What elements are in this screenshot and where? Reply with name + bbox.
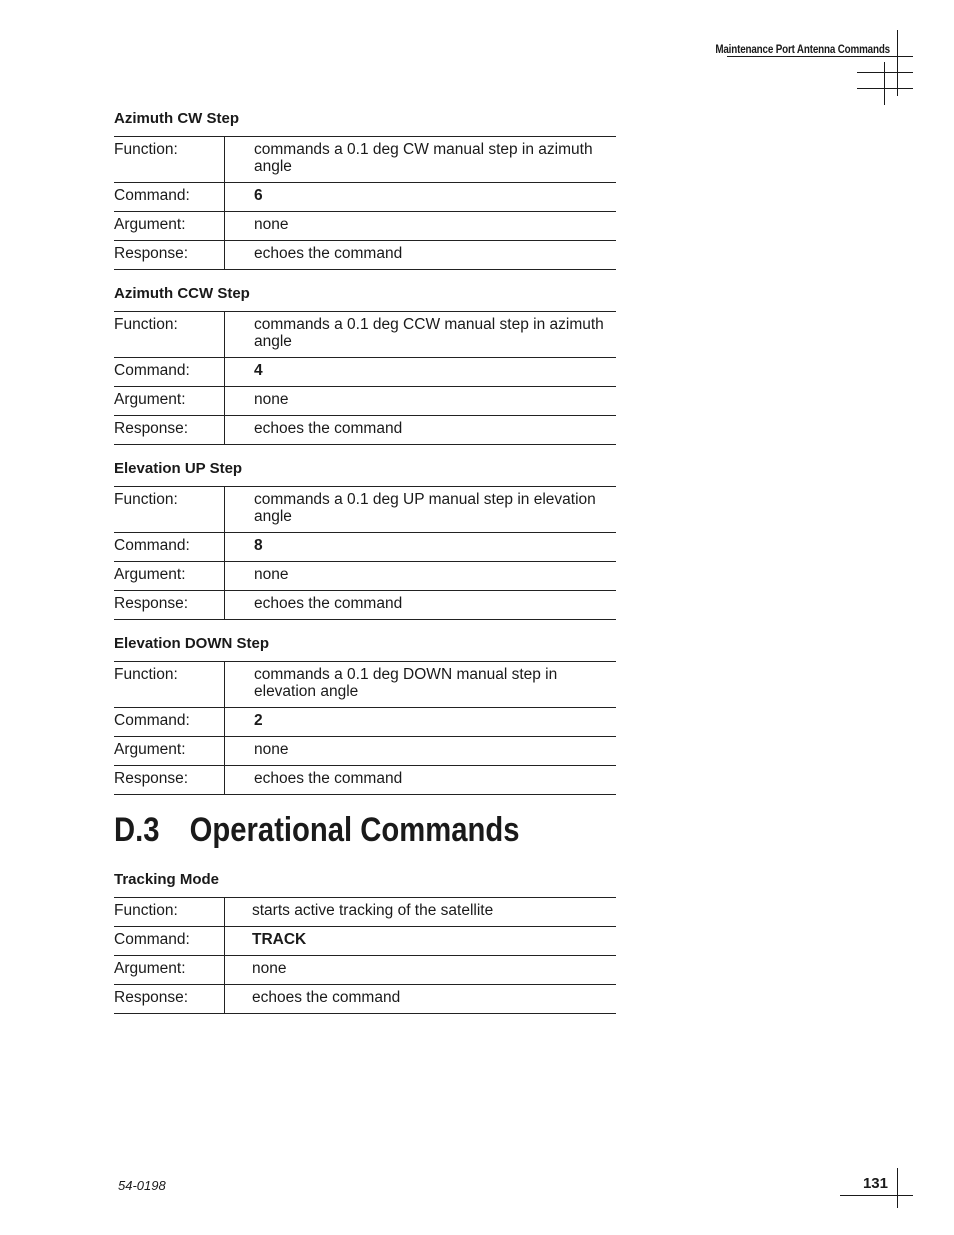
row-label: Argument: (114, 387, 225, 416)
row-value: echoes the command (225, 416, 617, 445)
row-label: Function: (114, 487, 225, 533)
document-number: 54-0198 (118, 1178, 166, 1193)
command-section-azimuth-ccw (114, 285, 616, 445)
table-row (114, 533, 616, 562)
command-table (114, 136, 616, 270)
command-section-elevation-down (114, 635, 616, 795)
command-section-tracking-mode (114, 871, 616, 1014)
row-label: Response: (114, 241, 225, 270)
command-table (114, 661, 616, 795)
command-section-azimuth-cw (114, 110, 616, 270)
row-value: TRACK (225, 927, 617, 956)
table-row (114, 387, 616, 416)
table-row (114, 212, 616, 241)
page-number: 131 (862, 1175, 888, 1192)
row-value: echoes the command (225, 591, 617, 620)
table-row (114, 358, 616, 387)
row-value: 4 (225, 358, 617, 387)
row-label: Argument: (114, 212, 225, 241)
row-value: 8 (225, 533, 617, 562)
table-row (114, 898, 616, 927)
row-label: Command: (114, 927, 225, 956)
table-row (114, 708, 616, 737)
table-row (114, 183, 616, 212)
crop-mark (897, 1168, 898, 1208)
command-table (114, 897, 616, 1014)
row-label: Response: (114, 985, 225, 1014)
crop-mark (727, 56, 913, 57)
row-label: Command: (114, 183, 225, 212)
command-table (114, 486, 616, 620)
row-value: echoes the command (225, 985, 617, 1014)
table-row (114, 312, 616, 358)
section-heading-number: D.3 (114, 811, 160, 849)
table-row (114, 766, 616, 795)
row-value: 2 (225, 708, 617, 737)
table-row (114, 562, 616, 591)
row-label: Function: (114, 312, 225, 358)
table-row (114, 591, 616, 620)
crop-mark (840, 1195, 913, 1196)
row-value: none (225, 737, 617, 766)
row-label: Command: (114, 708, 225, 737)
table-row (114, 487, 616, 533)
section-title: Elevation DOWN Step (114, 635, 270, 652)
table-row (114, 416, 616, 445)
row-label: Argument: (114, 562, 225, 591)
row-value: commands a 0.1 deg DOWN manual step in elevation angle (225, 662, 617, 708)
row-value: echoes the command (225, 241, 617, 270)
row-label: Function: (114, 662, 225, 708)
section-heading (114, 810, 520, 850)
row-label: Function: (114, 137, 225, 183)
table-row (114, 737, 616, 766)
command-table (114, 311, 616, 445)
row-value: none (225, 212, 617, 241)
row-value: starts active tracking of the satellite (225, 898, 617, 927)
row-label: Argument: (114, 737, 225, 766)
crop-mark (857, 72, 913, 73)
table-row (114, 662, 616, 708)
row-value: commands a 0.1 deg UP manual step in elevation angle (225, 487, 617, 533)
row-label: Command: (114, 533, 225, 562)
crop-mark (857, 88, 913, 89)
section-title: Azimuth CCW Step (114, 285, 250, 302)
table-row (114, 241, 616, 270)
row-label: Argument: (114, 956, 225, 985)
table-row (114, 927, 616, 956)
row-value: commands a 0.1 deg CW manual step in azimuth angle (225, 137, 617, 183)
row-value: commands a 0.1 deg CCW manual step in azimuth angle (225, 312, 617, 358)
table-row (114, 956, 616, 985)
section-heading-title: Operational Commands (189, 811, 520, 849)
row-value: echoes the command (225, 766, 617, 795)
row-label: Function: (114, 898, 225, 927)
row-label: Response: (114, 591, 225, 620)
section-title: Elevation UP Step (114, 460, 243, 477)
crop-mark (884, 62, 885, 105)
section-title: Azimuth CW Step (114, 110, 239, 127)
table-row (114, 985, 616, 1014)
row-value: none (225, 956, 617, 985)
section-title: Tracking Mode (114, 871, 220, 888)
crop-mark (897, 30, 898, 96)
row-label: Command: (114, 358, 225, 387)
command-section-elevation-up (114, 460, 616, 620)
running-header: Maintenance Port Antenna Commands (715, 42, 890, 56)
row-label: Response: (114, 416, 225, 445)
row-value: 6 (225, 183, 617, 212)
table-row (114, 137, 616, 183)
row-value: none (225, 562, 617, 591)
row-label: Response: (114, 766, 225, 795)
row-value: none (225, 387, 617, 416)
